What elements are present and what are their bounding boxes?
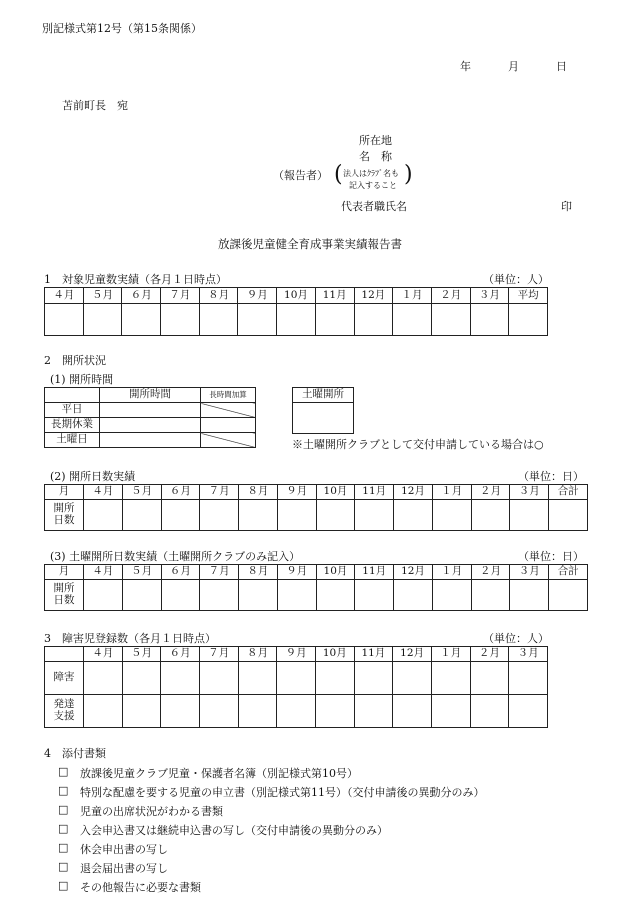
checkbox[interactable]: □	[58, 803, 69, 816]
input-cell[interactable]	[549, 580, 588, 611]
input-cell[interactable]	[201, 418, 256, 433]
input-cell[interactable]	[509, 304, 548, 336]
saturday-note: ※土曜開所クラブとして交付申請している場合は○	[292, 438, 544, 451]
input-cell[interactable]	[431, 695, 470, 728]
col-header: ７月	[200, 565, 239, 580]
input-cell[interactable]	[432, 500, 471, 531]
col-header: ８月	[239, 485, 278, 500]
extended-header: 長時間加算	[201, 388, 256, 403]
input-cell[interactable]	[100, 433, 201, 448]
input-cell[interactable]	[122, 580, 161, 611]
col-header: ２月	[471, 565, 510, 580]
col-header: ３月	[510, 485, 549, 500]
note-line2: 記入すること	[349, 181, 397, 190]
col-header: ７月	[161, 288, 200, 304]
input-cell[interactable]	[549, 500, 588, 531]
input-cell[interactable]	[394, 580, 433, 611]
input-cell[interactable]	[355, 580, 394, 611]
left-bracket: (	[334, 162, 343, 187]
col-header: １月	[431, 647, 470, 662]
col-header: ９月	[277, 565, 316, 580]
col-header: ４月	[84, 647, 123, 662]
input-cell[interactable]	[238, 695, 277, 728]
col-header: ８月	[199, 288, 238, 304]
col-header: 12月	[394, 485, 433, 500]
col-header: 10月	[316, 485, 355, 500]
input-cell[interactable]	[277, 304, 316, 336]
col-header: １月	[393, 288, 432, 304]
input-cell[interactable]	[200, 500, 239, 531]
input-cell[interactable]	[161, 304, 200, 336]
input-cell[interactable]	[393, 304, 432, 336]
input-cell[interactable]	[122, 500, 161, 531]
addressee: 苫前町長 宛	[62, 99, 128, 112]
reporter-label: （報告者）	[273, 169, 328, 182]
col-header: 11月	[354, 647, 393, 662]
saturday-table	[292, 387, 354, 434]
date-year: 年	[460, 60, 471, 73]
hours-table	[44, 387, 256, 448]
input-cell[interactable]	[354, 662, 393, 695]
input-cell[interactable]	[83, 304, 122, 336]
col-header: ２月	[471, 485, 510, 500]
input-cell[interactable]	[161, 695, 200, 728]
input-cell[interactable]	[199, 695, 238, 728]
col-header: ２月	[431, 288, 470, 304]
month-label: 月	[45, 565, 84, 580]
col-header: ７月	[199, 647, 238, 662]
row-label: 長期休業	[45, 418, 100, 433]
row-label: 平日	[45, 403, 100, 418]
section4-heading: 4 添付書類	[44, 747, 106, 760]
section3-heading: 3 障害児登録数（各月１日時点）	[44, 632, 216, 645]
input-cell[interactable]	[277, 695, 316, 728]
input-cell[interactable]	[432, 580, 471, 611]
input-cell[interactable]	[510, 580, 549, 611]
month-label: 月	[45, 485, 84, 500]
section2-sub1: (1) 開所時間	[50, 373, 114, 386]
input-cell[interactable]	[470, 695, 509, 728]
input-cell[interactable]	[470, 662, 509, 695]
checkbox[interactable]: □	[58, 841, 69, 854]
input-cell[interactable]	[161, 662, 200, 695]
attachment-item: 休会申出書の写し	[80, 843, 168, 856]
input-cell[interactable]	[277, 500, 316, 531]
date-day: 日	[556, 60, 567, 73]
date-month: 月	[508, 60, 519, 73]
input-cell[interactable]	[100, 418, 201, 433]
checkbox[interactable]: □	[58, 879, 69, 892]
input-cell[interactable]	[161, 500, 200, 531]
hours-corner	[45, 388, 100, 403]
input-cell[interactable]	[431, 662, 470, 695]
saturday-label: 土曜開所	[293, 388, 354, 403]
input-cell[interactable]	[471, 500, 510, 531]
seal-mark: 印	[561, 200, 572, 213]
col-header: ８月	[238, 647, 277, 662]
col-header: 12月	[393, 647, 432, 662]
col-header: 10月	[277, 288, 316, 304]
input-cell[interactable]	[316, 500, 355, 531]
input-cell[interactable]	[354, 304, 393, 336]
col-header: １月	[432, 485, 471, 500]
attachment-item: 放課後児童クラブ児童・保護者名簿（別記様式第10号）	[80, 767, 358, 780]
section1-unit: （単位：人）	[483, 273, 549, 286]
col-header: ９月	[277, 647, 316, 662]
checkbox[interactable]: □	[58, 765, 69, 778]
row-label: 開所 日数	[45, 580, 84, 611]
input-cell[interactable]	[45, 304, 84, 336]
checkbox[interactable]: □	[58, 860, 69, 873]
col-header: 10月	[316, 565, 355, 580]
form-number: 別記様式第12号（第15条関係）	[42, 22, 202, 35]
input-cell[interactable]	[277, 580, 316, 611]
col-header: ５月	[122, 647, 161, 662]
input-cell[interactable]	[393, 695, 432, 728]
col-header: １月	[432, 565, 471, 580]
input-cell[interactable]	[84, 662, 123, 695]
input-cell[interactable]	[277, 662, 316, 695]
input-cell[interactable]	[199, 662, 238, 695]
section1-table	[44, 287, 548, 336]
col-header: ６月	[161, 647, 200, 662]
input-cell[interactable]	[471, 580, 510, 611]
input-cell[interactable]	[293, 403, 354, 434]
col-header: 11月	[315, 288, 354, 304]
input-cell[interactable]	[200, 580, 239, 611]
note-line1: 法人はｸﾗﾌﾞ名も	[343, 169, 399, 178]
input-cell[interactable]	[199, 304, 238, 336]
input-cell[interactable]	[84, 580, 123, 611]
input-cell[interactable]	[431, 304, 470, 336]
input-cell[interactable]	[315, 695, 354, 728]
attachment-item: その他報告に必要な書類	[80, 881, 201, 894]
input-cell[interactable]	[394, 500, 433, 531]
input-cell[interactable]	[122, 695, 161, 728]
col-header: ４月	[84, 565, 123, 580]
row-label: 開所 日数	[45, 500, 84, 531]
col-header: ９月	[238, 288, 277, 304]
section3-unit: （単位：人）	[483, 632, 549, 645]
col-header: ５月	[83, 288, 122, 304]
section2-sub2: (2) 開所日数実績	[50, 470, 136, 483]
section2-heading: 2 開所状況	[44, 354, 106, 367]
col-header: 12月	[394, 565, 433, 580]
attachment-item: 退会届出書の写し	[80, 862, 168, 875]
col-header: ６月	[122, 288, 161, 304]
attachment-item: 児童の出席状況がわかる書類	[80, 805, 223, 818]
attachment-item: 特別な配慮を要する児童の申立書（別記様式第11号）（交付申請後の異動分のみ）	[80, 786, 485, 799]
input-cell[interactable]	[315, 662, 354, 695]
corner-cell	[45, 647, 84, 662]
col-header: 10月	[315, 647, 354, 662]
row-label: 土曜日	[45, 433, 100, 448]
input-cell[interactable]	[393, 662, 432, 695]
disability-table	[44, 646, 548, 728]
input-cell[interactable]	[122, 304, 161, 336]
input-cell[interactable]	[84, 695, 123, 728]
input-cell[interactable]	[238, 304, 277, 336]
checkbox[interactable]: □	[58, 822, 69, 835]
col-header: ８月	[239, 565, 278, 580]
input-cell[interactable]	[84, 500, 123, 531]
col-header: 11月	[355, 485, 394, 500]
row-label: 障害	[45, 662, 84, 695]
page-title: 放課後児童健全育成事業実績報告書	[218, 237, 402, 251]
input-cell[interactable]	[201, 433, 256, 448]
input-cell[interactable]	[355, 500, 394, 531]
col-header: ３月	[470, 288, 509, 304]
col-header: ５月	[122, 565, 161, 580]
input-cell[interactable]	[354, 695, 393, 728]
col-header: ６月	[161, 565, 200, 580]
input-cell[interactable]	[100, 403, 201, 418]
row-label: 発達 支援	[45, 695, 84, 728]
hours-header: 開所時間	[100, 388, 201, 403]
col-header: 平均	[509, 288, 548, 304]
col-header: ３月	[510, 565, 549, 580]
right-bracket: )	[404, 162, 413, 187]
col-header: 合計	[549, 565, 588, 580]
input-cell[interactable]	[239, 580, 278, 611]
saturday-days-table	[44, 564, 588, 611]
input-cell[interactable]	[470, 304, 509, 336]
input-cell[interactable]	[316, 580, 355, 611]
col-header: 合計	[549, 485, 588, 500]
col-header: ４月	[45, 288, 84, 304]
input-cell[interactable]	[509, 695, 548, 728]
name-label: 名 称	[359, 150, 392, 163]
col-header: ７月	[200, 485, 239, 500]
section2-sub3-unit: （単位：日）	[518, 550, 584, 563]
input-cell[interactable]	[122, 662, 161, 695]
col-header: ２月	[470, 647, 509, 662]
section2-sub2-unit: （単位：日）	[518, 470, 584, 483]
opening-days-table	[44, 484, 588, 531]
input-cell[interactable]	[161, 580, 200, 611]
section2-sub3: (3) 土曜開所日数実績（土曜開所クラブのみ記入）	[50, 550, 301, 563]
rep-label: 代表者職氏名	[341, 200, 407, 213]
section1-heading: 1 対象児童数実績（各月１日時点）	[44, 273, 227, 286]
input-cell[interactable]	[238, 662, 277, 695]
col-header: ４月	[84, 485, 123, 500]
input-cell[interactable]	[239, 500, 278, 531]
attachment-item: 入会申込書又は継続申込書の写し（交付申請後の異動分のみ）	[80, 824, 388, 837]
col-header: 12月	[354, 288, 393, 304]
input-cell[interactable]	[510, 500, 549, 531]
input-cell[interactable]	[509, 662, 548, 695]
checkbox[interactable]: □	[58, 784, 69, 797]
input-cell[interactable]	[315, 304, 354, 336]
col-header: ３月	[509, 647, 548, 662]
address-label: 所在地	[359, 134, 392, 147]
col-header: ９月	[277, 485, 316, 500]
col-header: 11月	[355, 565, 394, 580]
col-header: ５月	[122, 485, 161, 500]
col-header: ６月	[161, 485, 200, 500]
input-cell[interactable]	[201, 403, 256, 418]
